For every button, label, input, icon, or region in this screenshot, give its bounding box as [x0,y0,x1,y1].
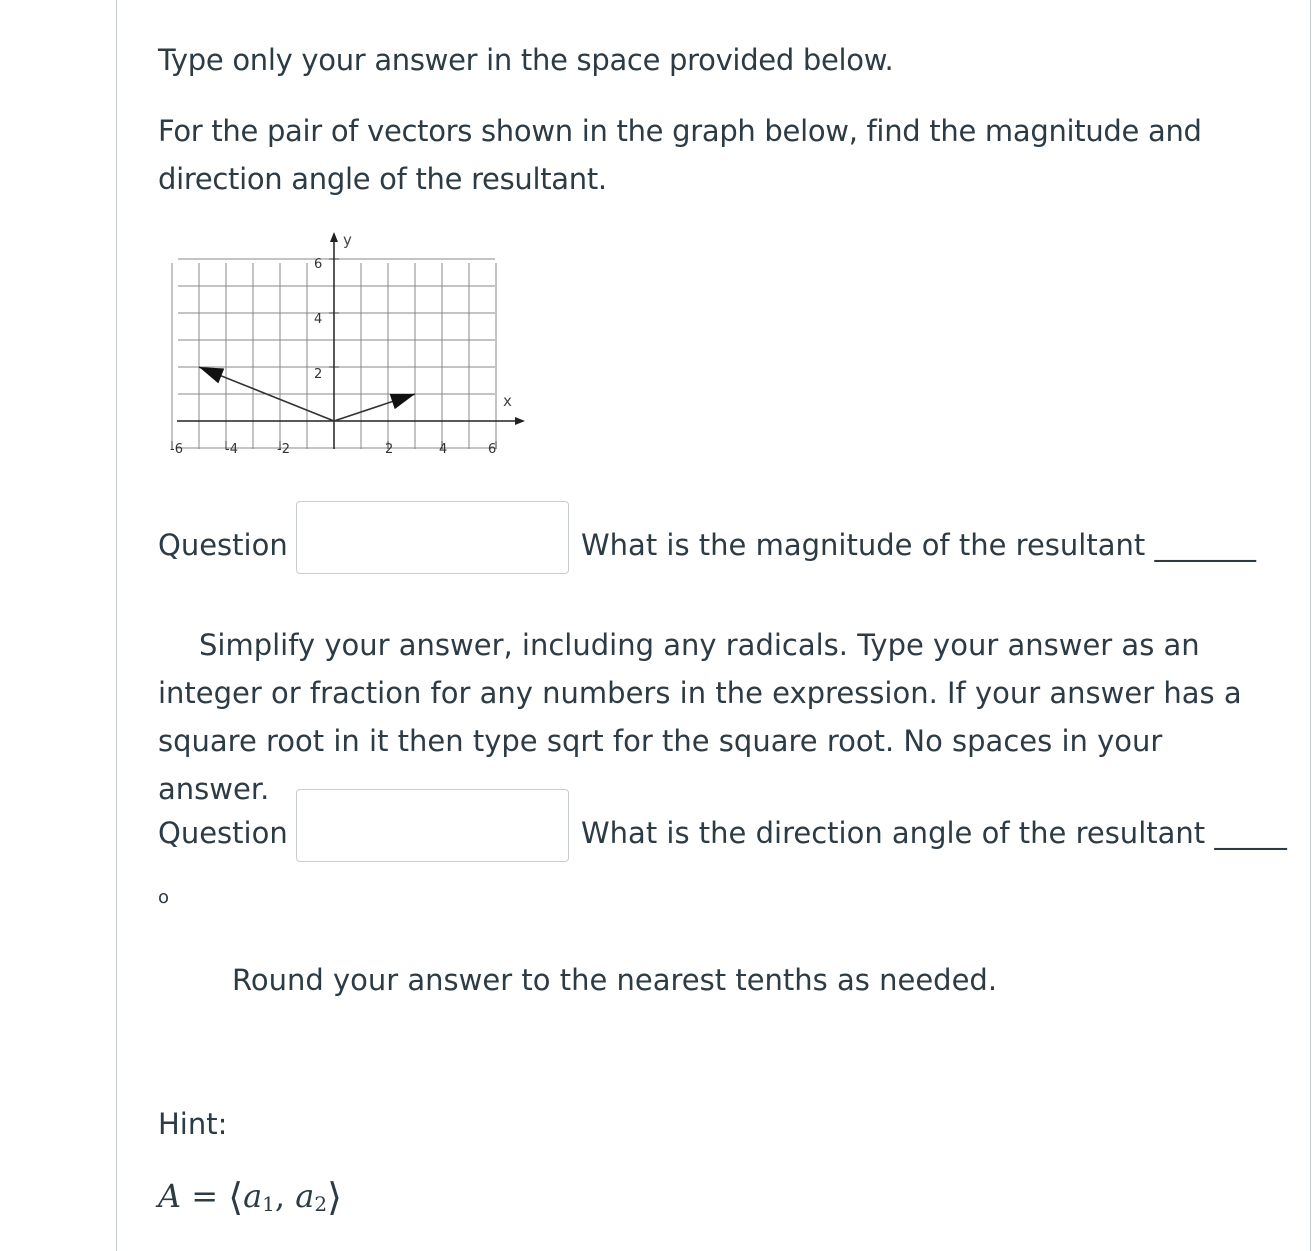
formula-open-bracket: ⟨ [228,1175,244,1219]
content-left-border [116,0,117,1251]
instruction-text: Type only your answer in the space provided below. [158,43,894,77]
question-prompt: For the pair of vectors shown in the graph below, find the magnitude and direction angle of the resultant. [158,114,1202,196]
magnitude-answer-input[interactable] [296,501,569,574]
formula-subscript-1: 1 [262,1192,275,1216]
formula-close-bracket: ⟩ [327,1175,342,1219]
formula-component-a2: a [295,1177,315,1215]
y-axis-label: y [343,231,352,249]
formula-comma: , [274,1177,286,1215]
formula-equals: = [191,1177,219,1215]
formula-vector-name: A [158,1177,182,1215]
x-tick-label: 2 [385,442,394,457]
x-tick-label: -6 [170,442,183,457]
formula-component-a1: a [243,1177,263,1215]
degree-symbol: o [158,887,170,908]
hint-label: Hint: [158,1107,228,1141]
simplify-instructions: Simplify your answer, including any radicals. Type your answer as an integer or fraction for any numbers in the expression. If your answer has a square root in it then type sqrt for the square root. No spaces in your answer. [158,628,1242,806]
x-tick-label: 6 [488,442,497,457]
vector-graph [165,228,535,468]
y-tick-label: 6 [314,257,323,272]
y-tick-label: 2 [314,367,323,382]
rounding-instructions: Round your answer to the nearest tenths as needed. [232,963,998,997]
vector-arrowhead [390,394,415,409]
question1-label: Question [158,528,288,562]
question1-text: What is the magnitude of the resultant _______ [581,528,1256,562]
question2-text: What is the direction angle of the resultant _____ [581,816,1287,850]
formula-subscript-2: 2 [314,1192,328,1216]
x-tick-label: -2 [277,442,290,457]
hint-formula [158,1174,342,1226]
x-axis-label: x [503,392,512,410]
direction-angle-answer-input[interactable] [296,789,569,862]
x-tick-label: -4 [225,442,238,457]
question2-label: Question [158,816,288,850]
y-tick-label: 4 [314,312,323,327]
vector-arrowhead [199,367,224,383]
x-tick-label: 4 [439,442,448,457]
content-right-border [1310,0,1311,1251]
